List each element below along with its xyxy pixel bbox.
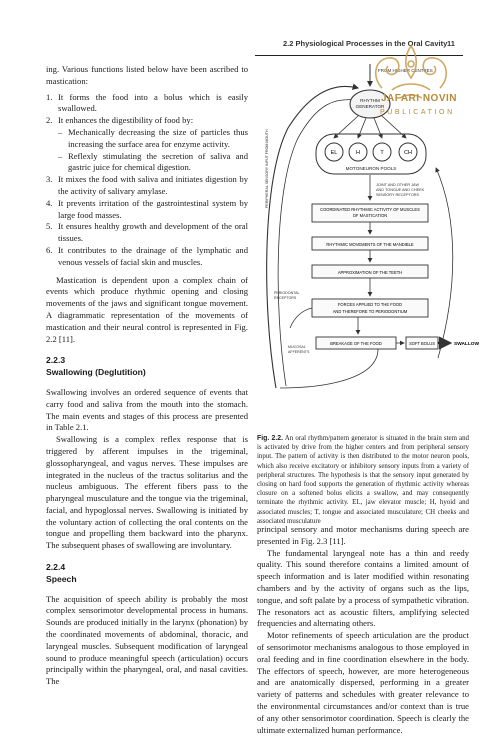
right-column [257, 524, 469, 736]
receptors-label: RECEPTORS [274, 296, 297, 300]
list-item: 4. It prevents irritation of the gastrointestinal system by large food masses. [46, 197, 248, 220]
right-paragraph-3: Motor refinements of speech articulation are the product of sensorimotor mechanisms analogous to those employed in oral feeding and in fine coordination elsewhere in the body. The effectors of speech, however, are more heterogeneous and are anatomically dispersed, performing in a greater variety of patterns and schedules with greater relevance to the environmental circumstances and/or context than is true of any other sensorimotor coordination. Speech is clearly the ultimate externalized human performance. [257, 630, 469, 735]
swallow-label: SWALLOW [454, 342, 480, 347]
box2-text: RHYTHMIC MOVEMENTS OF THE MANDIBLE [326, 242, 414, 247]
label-el: EL [330, 150, 338, 156]
section-number-2-2-3: 2.2.3 [46, 355, 66, 366]
box6-text: SOFT BOLUS [409, 341, 435, 346]
mucosal-label: MUCOSAL [288, 345, 306, 349]
tongue-cheek-label: AND TONGUE AND CHEEK [376, 188, 425, 192]
periodontal-label: PERIODONTAL [274, 291, 300, 295]
watermark-text-line1: JAFARI NOVIN [381, 93, 458, 104]
list-item: 2. It enhances the digestibility of food by: – Mechanically decreasing the size of particles thus increasing the surface area for enzyme activity. – Reflexly stimulating the secretion of saliva and gastric juice for chemical digestion. [46, 115, 248, 173]
higher-centres-label: FROM HIGHER CENTRES [378, 68, 433, 73]
figure-caption-label: Fig. 2.2. [257, 435, 284, 442]
motoneuron-pools-label: MOTONEURON POOLS [345, 166, 397, 171]
section-title-speech: Speech [46, 573, 77, 584]
rhythm-label: RHYTHM [360, 98, 380, 103]
digestibility-sublist [58, 127, 248, 174]
list-item: 6. It contributes to the drainage of the lymphatic and venous vessels of facial skin and muscles. [46, 244, 248, 267]
box5-text: BREAKAGE OF THE FOOD [330, 341, 382, 346]
box3-text: APPROXIMATION OF THE TEETH [337, 270, 403, 275]
mastication-paragraph: Mastication is dependent upon a complex chain of events which produce rhythmic opening and closing movements of the jaws and significant tongue movement. A diagrammatic representation of the movements of mastication and their neural control is represented in Fig. 2.2 [11]. [46, 274, 248, 344]
box4-line2: AND THEREFORE TO PERIODONTIUM [332, 309, 408, 314]
sub-list-item: – Reflexly stimulating the secretion of saliva and gastric juice for chemical digestion. [58, 150, 248, 173]
label-t: T [380, 150, 384, 156]
afferents-label: AFFERENTS [288, 350, 310, 354]
figure-caption-text: An oral rhythm/pattern generator is situated in the brain stem and is activated by drive from the higher centers and from peripheral sensory input. The pattern of activity is then distributed to the motor neuron pools, which also receive excitatory or inhibitory sensory inputs from a variety of peripheral structures. The hypothesis is that the sensory input generated by closing on hard food supports the generation of rhythmic activity whereas closure on a softened bolus elicits a swallow, and may consequently terminate the rhythmic activity. EL, jaw elevator muscle; H, hyoid and associated muscles; T, tongue and associated musculature; CH cheeks and associated musculature [257, 435, 469, 525]
section-title-swallowing: Swallowing (Deglutition) [46, 367, 146, 378]
swallowing-paragraph-1: Swallowing involves an ordered sequence of events that carry food and saliva from the mouth into the stomach. The main events and stages of this process are presented in Table 2.1. [46, 386, 248, 433]
swallowing-paragraph-2: Swallowing is a complex reflex response that is triggered by afferent impulses in the trigeminal, glossopharyngeal, and vagus nerves. These impulses are integrated in the nucleus of the tractus solitarius and the nucleus ambiguous. The efferent fibers pass to the pharyngeal musculature and the tongue via the trigeminal, facial, and hypoglossal nerves. Swallowing is initiated by the voluntary action of collecting the oral contents on the tongue and propelling them backward into the pharynx. The subsequent phases of swallowing are involuntary. [46, 434, 248, 551]
list-item: 3. It mixes the food with saliva and initiates digestion by the activity of salivary amylase. [46, 174, 248, 196]
list-item: 5. It ensures healthy growth and development of the oral tissues. [46, 221, 248, 244]
figure-caption [257, 434, 469, 526]
page-number: 11 [447, 39, 455, 48]
speech-paragraph-1: The acquisition of speech ability is probably the most complex sensorimotor developmental process in humans. Sounds are produced initially in the larynx (phonation) by the coordinated movements of abdominal, thoracic, and laryngeal muscles. Subsequent modification of laryngeal sound to produce meaningful speech (articulation) occurs principally within the pharyngeal, oral, and nasal cavities. The [46, 593, 248, 687]
right-paragraph-2: The fundamental laryngeal note has a thin and reedy quality. This sound therefore contains a limited amount of speech information and is later modified within resonating chambers and by the activity of organs such as the lips, tongue, and soft palate by a process of sympathetic vibration. The resonators act as acoustic filters, amplifying selected frequencies and alternating others. [257, 547, 469, 629]
left-column [46, 64, 248, 688]
box1-line2: OF MASTICATION [352, 213, 388, 218]
list-item: 1. It forms the food into a bolus which is easily swallowed. [46, 91, 248, 114]
section-number-2-2-4: 2.2.4 [46, 562, 66, 573]
right-paragraph-1: principal sensory and motor mechanisms during speech are presented in Fig. 2.3 [11]. [257, 524, 469, 546]
bottom-return-path [280, 349, 378, 388]
mastication-functions-list [46, 92, 248, 269]
label-ch: CH [404, 150, 412, 156]
sensory-receptors-label: SENSORY RECEPTORS [376, 193, 420, 197]
box4-line1: FORCES APPLIED TO THE FOOD [337, 302, 403, 307]
generator-label: GENERATOR [355, 104, 385, 109]
jaw-receptors-label: JOINT AND OTHER JAW [376, 183, 420, 187]
sub-list-item: – Mechanically decreasing the size of particles thus increasing the surface area for enzyme activity. [58, 126, 248, 149]
right-feedback-curve [436, 168, 453, 358]
running-head: 2.2 Physiological Processes in the Oral Cavity [283, 39, 448, 48]
watermark-text-line2: PUBLICATION [380, 109, 455, 116]
intro-paragraph: ing. Various functions listed below have been ascribed to mastication: [46, 64, 248, 86]
peripheral-input-label: PERIPHERAL SENSORY INPUT FROM MOUTH [265, 129, 269, 208]
box1-line1: COORDINATED RHYTHMIC ACTIVITY OF MUSCLES [320, 207, 420, 212]
label-h: H [356, 150, 360, 156]
